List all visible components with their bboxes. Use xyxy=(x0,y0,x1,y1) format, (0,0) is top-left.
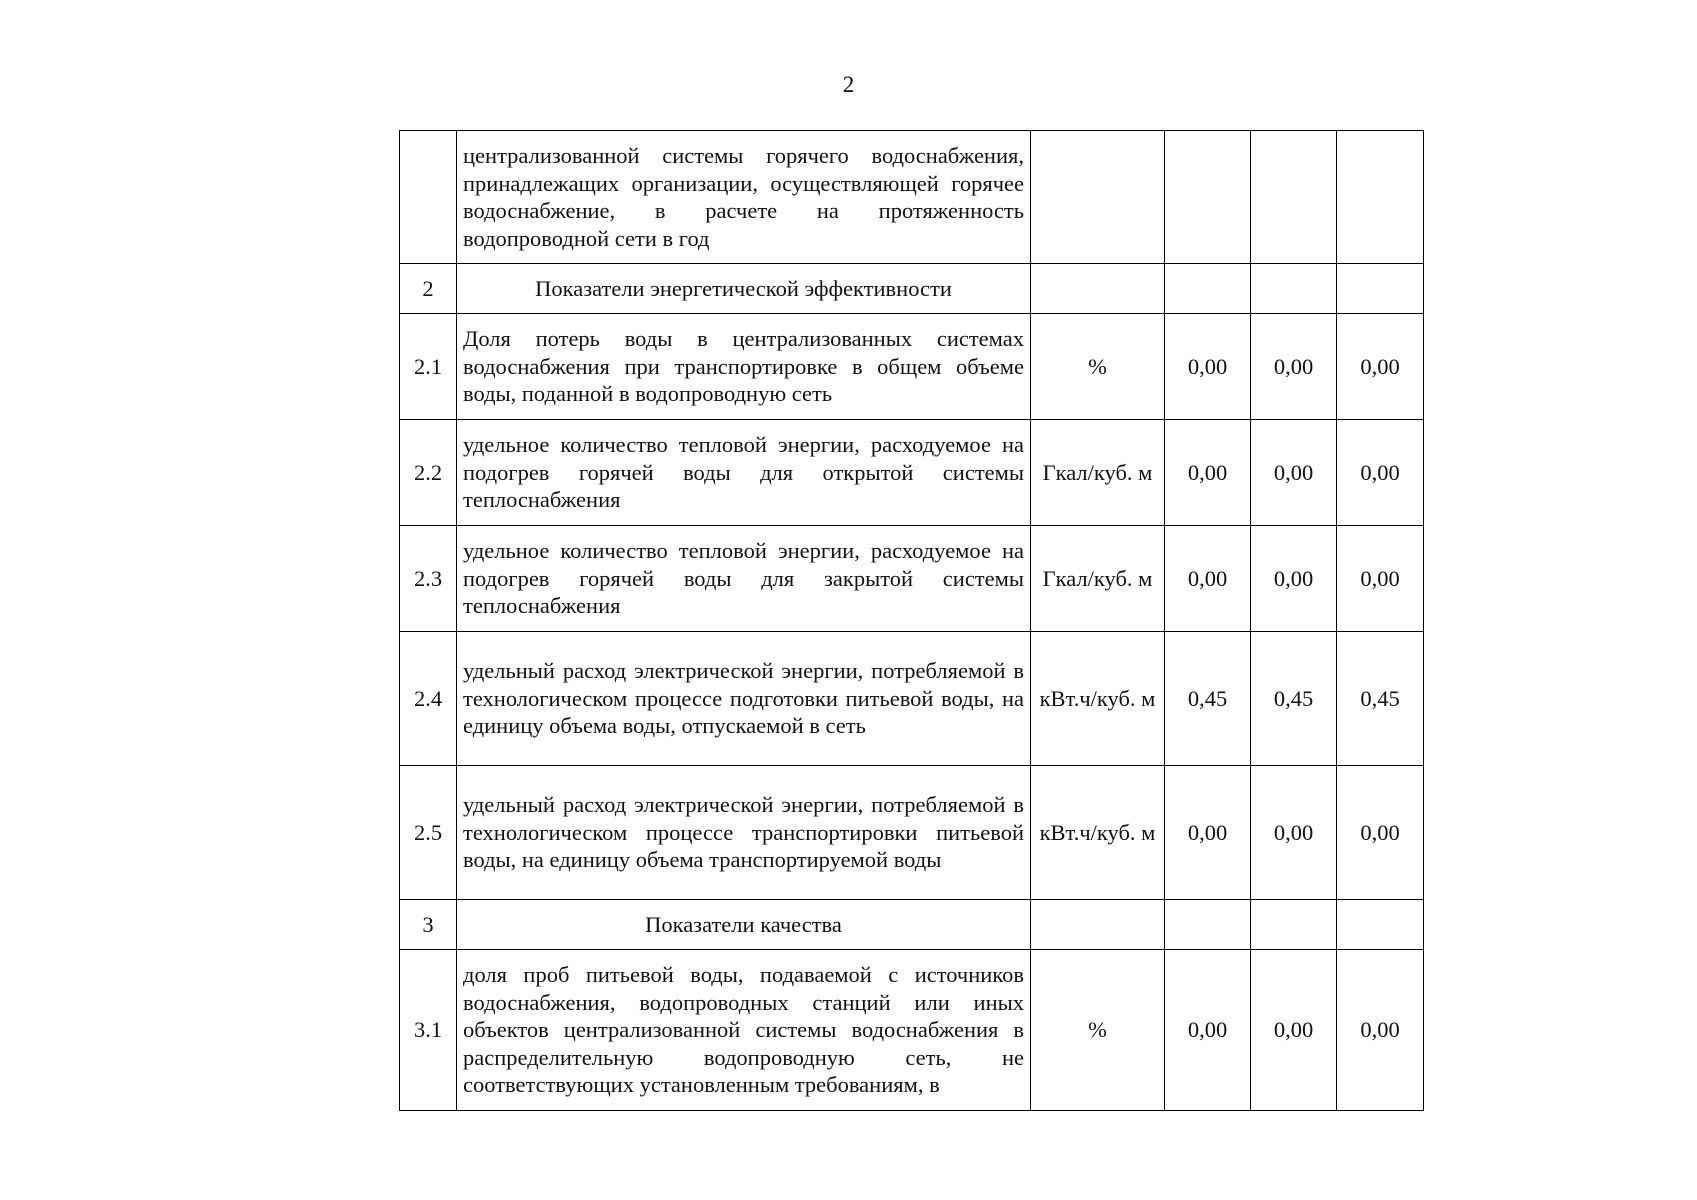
row-description: удельный расход электрической энергии, потребляемой в технологическом процессе подготовки питьевой воды, на единицу объема воды, отпускаемой в сеть xyxy=(457,632,1031,766)
row-value-2: 0,00 xyxy=(1251,526,1337,632)
row-number: 2.2 xyxy=(400,420,457,526)
table-row xyxy=(400,632,1424,766)
table-row xyxy=(400,526,1424,632)
row-value-2: 0,00 xyxy=(1251,766,1337,900)
row-unit: Гкал/куб. м xyxy=(1031,526,1165,632)
row-value-2 xyxy=(1251,131,1337,264)
row-value-3: 0,00 xyxy=(1337,526,1424,632)
row-value-2: 0,00 xyxy=(1251,420,1337,526)
row-number-cell xyxy=(400,131,457,264)
row-value-1: 0,00 xyxy=(1165,766,1251,900)
empty-cell xyxy=(1031,264,1165,314)
row-unit: кВт.ч/куб. м xyxy=(1031,766,1165,900)
table-row xyxy=(400,766,1424,900)
row-description: удельное количество тепловой энергии, расходуемое на подогрев горячей воды для закрытой системы теплоснабжения xyxy=(457,526,1031,632)
empty-cell xyxy=(1251,264,1337,314)
empty-cell xyxy=(1337,900,1424,950)
row-description: удельный расход электрической энергии, потребляемой в технологическом процессе транспортировки питьевой воды, на единицу объема транспортируемой воды xyxy=(457,766,1031,900)
row-unit: % xyxy=(1031,950,1165,1111)
row-value-2: 0,00 xyxy=(1251,314,1337,420)
row-value-2: 0,00 xyxy=(1251,950,1337,1111)
row-number: 2.1 xyxy=(400,314,457,420)
row-value-1: 0,00 xyxy=(1165,314,1251,420)
row-description: Доля потерь воды в централизованных системах водоснабжения при транспортировке в общем объеме воды, поданной в водопроводную сеть xyxy=(457,314,1031,420)
row-unit: Гкал/куб. м xyxy=(1031,420,1165,526)
row-number: 3.1 xyxy=(400,950,457,1111)
table-row xyxy=(400,314,1424,420)
row-description: централизованной системы горячего водоснабжения, принадлежащих организации, осуществляющей горячее водоснабжение, в расчете на протяженность водопроводной сети в год xyxy=(457,131,1031,264)
empty-cell xyxy=(1165,264,1251,314)
row-unit: кВт.ч/куб. м xyxy=(1031,632,1165,766)
section-title: Показатели энергетической эффективности xyxy=(457,264,1031,314)
row-number: 2.5 xyxy=(400,766,457,900)
row-value-1: 0,00 xyxy=(1165,950,1251,1111)
empty-cell xyxy=(1031,900,1165,950)
row-value-1 xyxy=(1165,131,1251,264)
row-value-3: 0,00 xyxy=(1337,314,1424,420)
row-value-3: 0,00 xyxy=(1337,420,1424,526)
row-value-3: 0,00 xyxy=(1337,950,1424,1111)
row-description: удельное количество тепловой энергии, расходуемое на подогрев горячей воды для открытой системы теплоснабжения xyxy=(457,420,1031,526)
row-unit: % xyxy=(1031,314,1165,420)
row-value-3: 0,45 xyxy=(1337,632,1424,766)
row-number: 2.4 xyxy=(400,632,457,766)
table-row xyxy=(400,131,1424,264)
table-row xyxy=(400,420,1424,526)
section-header-row xyxy=(400,264,1424,314)
row-description: доля проб питьевой воды, подаваемой с источников водоснабжения, водопроводных станций или иных объектов централизованной системы водоснабжения в распределительную водопроводную сеть, не соответствующих установленным требованиям, в xyxy=(457,950,1031,1111)
row-value-1: 0,00 xyxy=(1165,526,1251,632)
section-number: 2 xyxy=(400,264,457,314)
empty-cell xyxy=(1251,900,1337,950)
indicators-table xyxy=(399,130,1424,1111)
section-title: Показатели качества xyxy=(457,900,1031,950)
empty-cell xyxy=(1165,900,1251,950)
empty-cell xyxy=(1337,264,1424,314)
row-unit xyxy=(1031,131,1165,264)
row-value-1: 0,00 xyxy=(1165,420,1251,526)
row-value-3 xyxy=(1337,131,1424,264)
row-value-1: 0,45 xyxy=(1165,632,1251,766)
section-number: 3 xyxy=(400,900,457,950)
row-value-2: 0,45 xyxy=(1251,632,1337,766)
row-number: 2.3 xyxy=(400,526,457,632)
section-header-row xyxy=(400,900,1424,950)
table-row xyxy=(400,950,1424,1111)
row-value-3: 0,00 xyxy=(1337,766,1424,900)
page-number: 2 xyxy=(842,72,855,97)
